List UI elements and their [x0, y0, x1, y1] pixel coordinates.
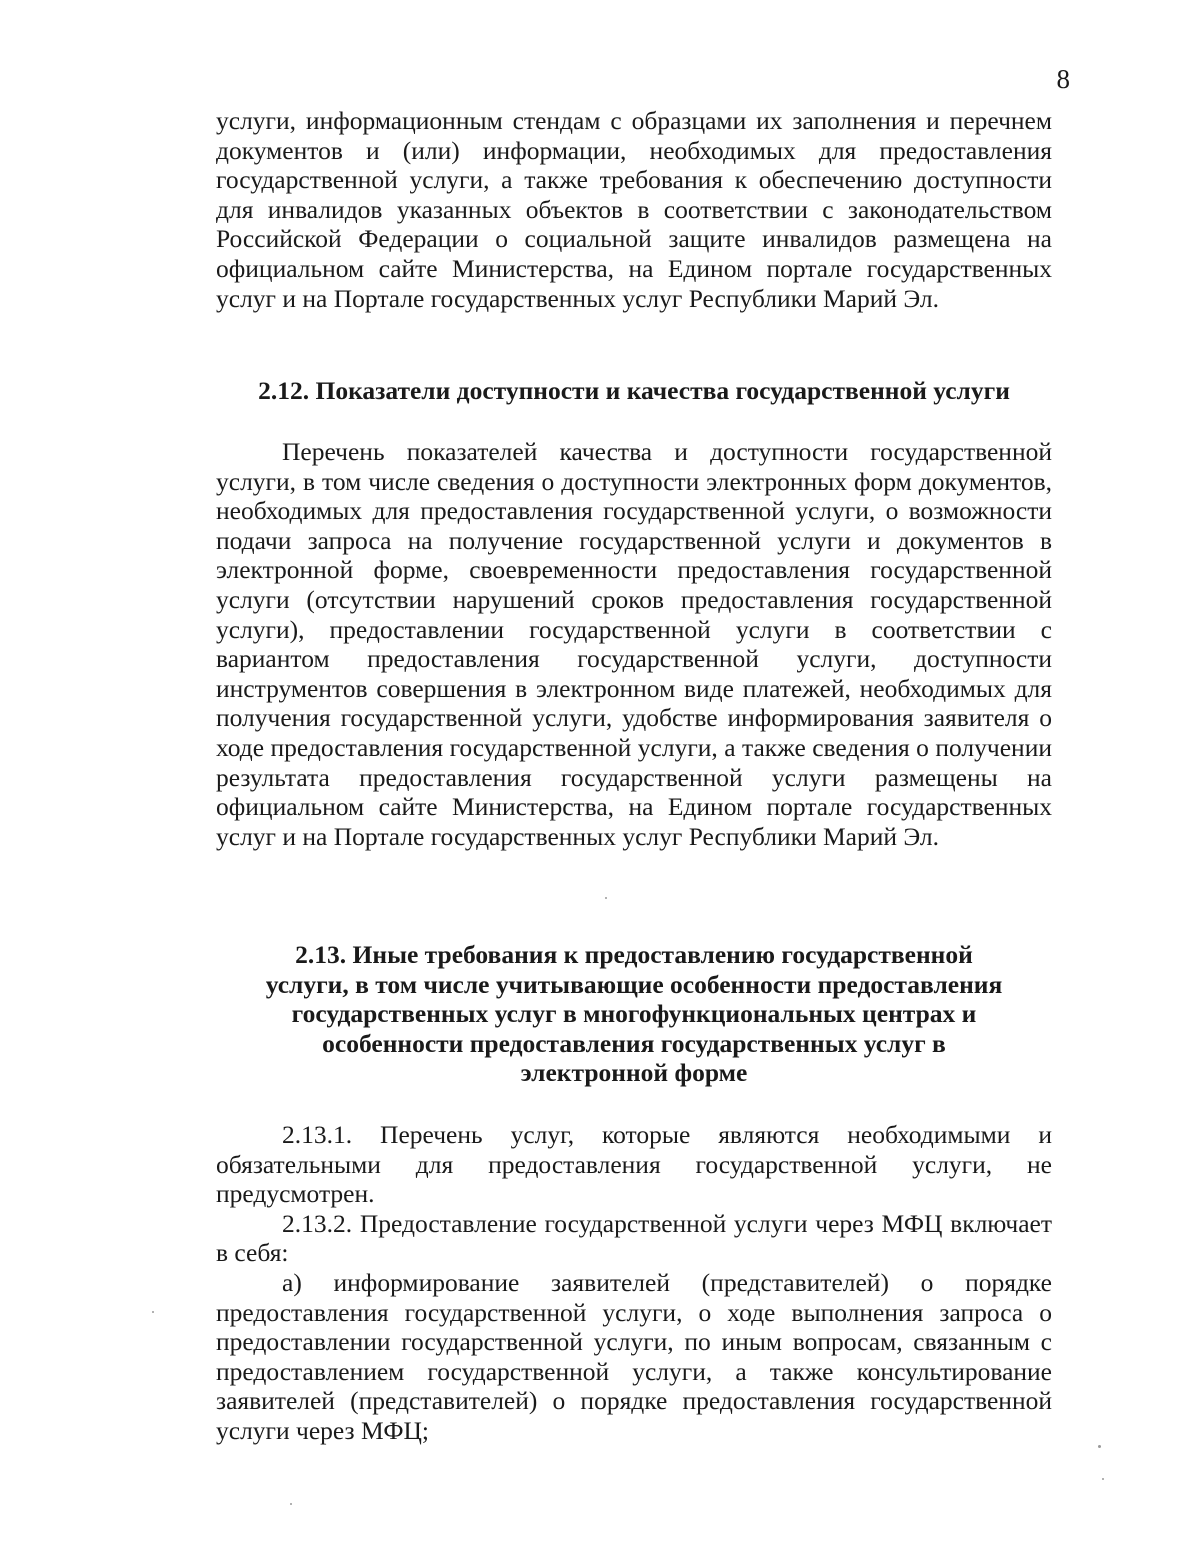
- item-2-13-2: 2.13.2. Предоставление государственной услуги через МФЦ включает в себя:: [216, 1208, 1052, 1268]
- scan-speck: [290, 1503, 292, 1505]
- page-number: 8: [1056, 64, 1070, 94]
- scan-speck: [1098, 1445, 1101, 1448]
- section-2-13-heading: 2.13. Иные требования к предоставлению государственной услуги, в том числе учитывающие особенности предоставления государственных услуг в многофункциональных центрах и особенности предоставления государственных услуг в электронной форме: [265, 940, 1003, 1088]
- item-2-13-1: 2.13.1. Перечень услуг, которые являются необходимыми и обязательными для предоставления государственной услуги, не предусмотрен.: [216, 1120, 1052, 1209]
- section-2-12-heading: 2.12. Показатели доступности и качества государственной услуги: [258, 376, 1010, 405]
- scan-speck: [152, 1311, 154, 1313]
- scan-speck: [1102, 1478, 1104, 1480]
- intro-block: [216, 106, 1052, 313]
- scan-speck: [605, 897, 607, 899]
- intro-paragraph: услуги, информационным стендам с образцами их заполнения и перечнем документов и (или) информации, необходимых для предоставления государственной услуги, а также требования к обеспечению доступности для инвалидов указанных объектов в соответствии с законодательством Российской Федерации о социальной защите инвалидов размещена на официальном сайте Министерства, на Едином портале государственных услуг и на Портале государственных услуг Республики Марий Эл.: [216, 106, 1052, 313]
- item-2-13-2-a: а) информирование заявителей (представителей) о порядке предоставления государственной услуги, о ходе выполнения запроса о предоставлении государственной услуги, по иным вопросам, связанным с предоставлением государственной услуги, а также консультирование заявителей (представителей) о порядке предоставления государственной услуги через МФЦ;: [216, 1267, 1052, 1445]
- section-2-13-block: [216, 1120, 1052, 1446]
- section-2-12-block: [216, 437, 1052, 851]
- section-2-12-paragraph: Перечень показателей качества и доступности государственной услуги, в том числе сведения о доступности электронных форм документов, необходимых для предоставления государственной услуги, о возможности подачи запроса на получение государственной услуги и документов в электронной форме, своевременности предоставления государственной услуги (отсутствии нарушений сроков предоставления государственной услуги), предоставлении государственной услуги в соответствии с вариантом предоставления государственной услуги, доступности инструментов совершения в электронном виде платежей, необходимых для получения государственной услуги, удобстве информирования заявителя о ходе предоставления государственной услуги, а также сведения о получении результата предоставления государственной услуги размещены на официальном сайте Министерства, на Едином портале государственных услуг и на Портале государственных услуг Республики Марий Эл.: [216, 437, 1052, 851]
